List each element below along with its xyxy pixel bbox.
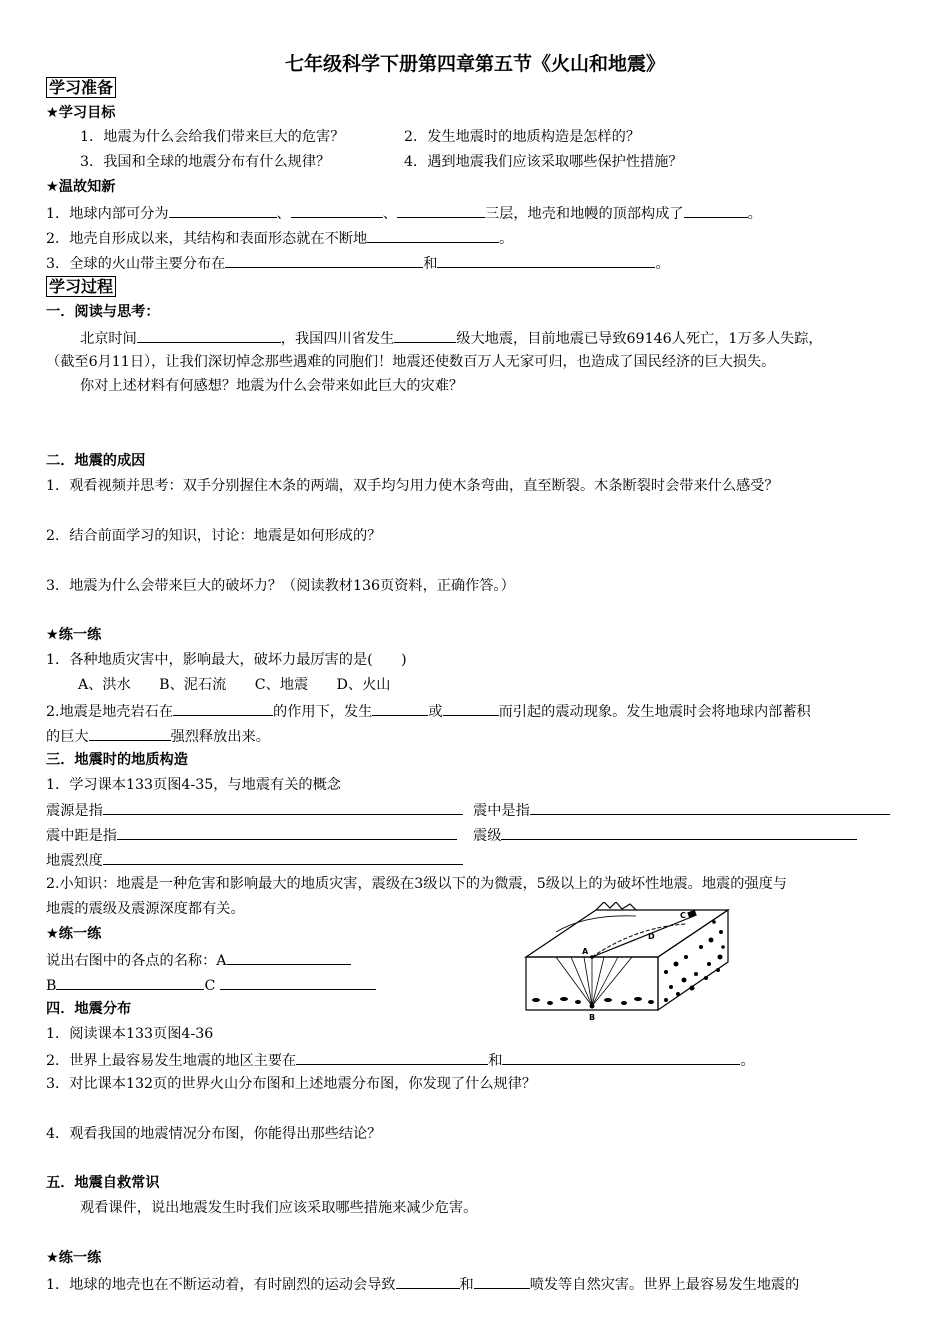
goals-heading: ★学习目标 <box>46 105 116 121</box>
blank[interactable] <box>117 825 457 840</box>
exercise-heading-1: ★练一练 <box>46 627 102 643</box>
label-a: A <box>582 947 589 956</box>
blank[interactable] <box>296 1050 488 1065</box>
blank[interactable] <box>443 701 499 716</box>
blank[interactable] <box>103 850 463 865</box>
part1-title: 一．阅读与思考： <box>46 304 160 320</box>
blank[interactable] <box>291 203 383 218</box>
part3-q1: 1．学习课本133页图4-35，与地震有关的概念 <box>46 777 341 793</box>
part1-para2: （截至6月11日），让我们深切悼念那些遇难的同胞们！地震还使数百万人无家可归，也造成了国民经济的巨大损失。 <box>46 354 776 370</box>
exercise1-q1: 1．各种地质灾害中，影响最大，破坏力最厉害的是( ) <box>46 652 407 668</box>
part5-text: 观看课件，说出地震发生时我们应该采取哪些措施来减少危害。 <box>80 1200 478 1216</box>
exercise3-q1: 1．地球的地壳也在不断运动着，有时剧烈的运动会导致 和 喷发等自然灾害。世界上最容易发生地震的 <box>46 1274 799 1294</box>
blank[interactable] <box>367 228 499 243</box>
label-c: C <box>680 911 686 920</box>
part2-q3: 3．地震为什么会带来巨大的破坏力？（阅读教材136页资料，正确作答。） <box>46 578 515 594</box>
blank[interactable] <box>89 726 171 741</box>
exercise2-q: 说出右图中的各点的名称：A <box>46 950 351 970</box>
concept-intensity: 地震烈度 <box>46 850 463 870</box>
blank[interactable] <box>684 203 748 218</box>
goal-4: 4．遇到地震我们应该采取哪些保护性措施？ <box>404 154 683 170</box>
part4-q1: 1．阅读课本133页图4-36 <box>46 1026 214 1042</box>
earthquake-diagram <box>516 902 950 1022</box>
exercise1-q2: 2.地震是地壳岩石在 的作用下，发生 或 而引起的震动现象。发生地震时会将地球内部蓄积 <box>46 701 811 721</box>
review-q1: 1．地球内部可分为 、 、 三层，地壳和地幔的顶部构成了 。 <box>46 203 762 223</box>
blank[interactable] <box>169 203 277 218</box>
review-q3: 3．全球的火山带主要分布在 和 。 <box>46 253 670 273</box>
exercise-heading-3: ★练一练 <box>46 1250 102 1266</box>
part2-q1: 1．观看视频并思考：双手分别握住木条的两端，双手均匀用力使木条弯曲，直至断裂。木条断裂时会带来什么感受？ <box>46 478 779 494</box>
goal-2: 2．发生地震时的地质构造是怎样的？ <box>404 129 641 145</box>
part4-q2: 2．世界上最容易发生地震的地区主要在 和 。 <box>46 1050 755 1070</box>
exercise2-bc: B C <box>46 975 376 995</box>
part4-q4: 4．观看我国的地震情况分布图，你能得出那些结论？ <box>46 1126 382 1142</box>
exercise-heading-2: ★练一练 <box>46 926 102 942</box>
exercise1-options: A、洪水 B、泥石流 C、地震 D、火山 <box>78 677 391 693</box>
label-d: D <box>648 932 655 941</box>
blank[interactable] <box>502 1050 740 1065</box>
blank[interactable] <box>437 253 655 268</box>
review-q2: 2．地壳自形成以来，其结构和表面形态就在不断地 。 <box>46 228 513 248</box>
blank[interactable] <box>220 975 376 990</box>
blank[interactable] <box>103 800 463 815</box>
blank[interactable] <box>227 950 351 965</box>
exercise1-q2-cont: 的巨大 强烈释放出来。 <box>46 726 270 746</box>
blank[interactable] <box>530 800 890 815</box>
section-process: 学习过程 <box>46 276 116 297</box>
blank[interactable] <box>372 701 428 716</box>
review-heading: ★温故知新 <box>46 179 116 195</box>
concept-source: 震源是指 <box>46 800 463 820</box>
goal-1: 1．地震为什么会给我们带来巨大的危害？ <box>80 129 345 145</box>
blank[interactable] <box>474 1274 530 1289</box>
blank[interactable] <box>137 328 281 343</box>
part2-title: 二．地震的成因 <box>46 453 146 469</box>
knowledge-line2: 地震的震级及震源深度都有关。 <box>46 901 245 917</box>
page-title: 七年级科学下册第四章第五节《火山和地震》 <box>284 53 665 75</box>
blank[interactable] <box>173 701 273 716</box>
part1-question: 你对上述材料有何感想？地震为什么会带来如此巨大的灾难？ <box>80 378 464 394</box>
label-b: B <box>589 1013 596 1022</box>
goal-3: 3．我国和全球的地震分布有什么规律？ <box>80 154 331 170</box>
blank[interactable] <box>397 203 485 218</box>
part5-title: 五．地震自救常识 <box>46 1175 160 1191</box>
blank[interactable] <box>56 975 204 990</box>
concept-epicenter: 震中是指 <box>473 800 890 820</box>
blank[interactable] <box>225 253 423 268</box>
part2-q2: 2．结合前面学习的知识，讨论：地震是如何形成的？ <box>46 528 382 544</box>
part1-para1: 北京时间 ，我国四川省发生 级大地震，目前地震已导致69146人死亡，1万多人失踪， <box>80 328 823 348</box>
section-prepare: 学习准备 <box>46 77 116 98</box>
concept-distance: 震中距是指 <box>46 825 457 845</box>
part4-title: 四．地震分布 <box>46 1001 132 1017</box>
blank[interactable] <box>394 328 456 343</box>
part4-q3: 3．对比课本132页的世界火山分布图和上述地震分布图，你发现了什么规律？ <box>46 1076 537 1092</box>
blank[interactable] <box>501 825 857 840</box>
blank[interactable] <box>396 1274 460 1289</box>
concept-magnitude: 震级 <box>473 825 857 845</box>
part3-title: 三．地震时的地质构造 <box>46 752 188 768</box>
knowledge-line1: 2.小知识：地震是一种危害和影响最大的地质灾害，震级在3级以下的为微震，5级以上的为破坏性地震。地震的强度与 <box>46 876 787 892</box>
